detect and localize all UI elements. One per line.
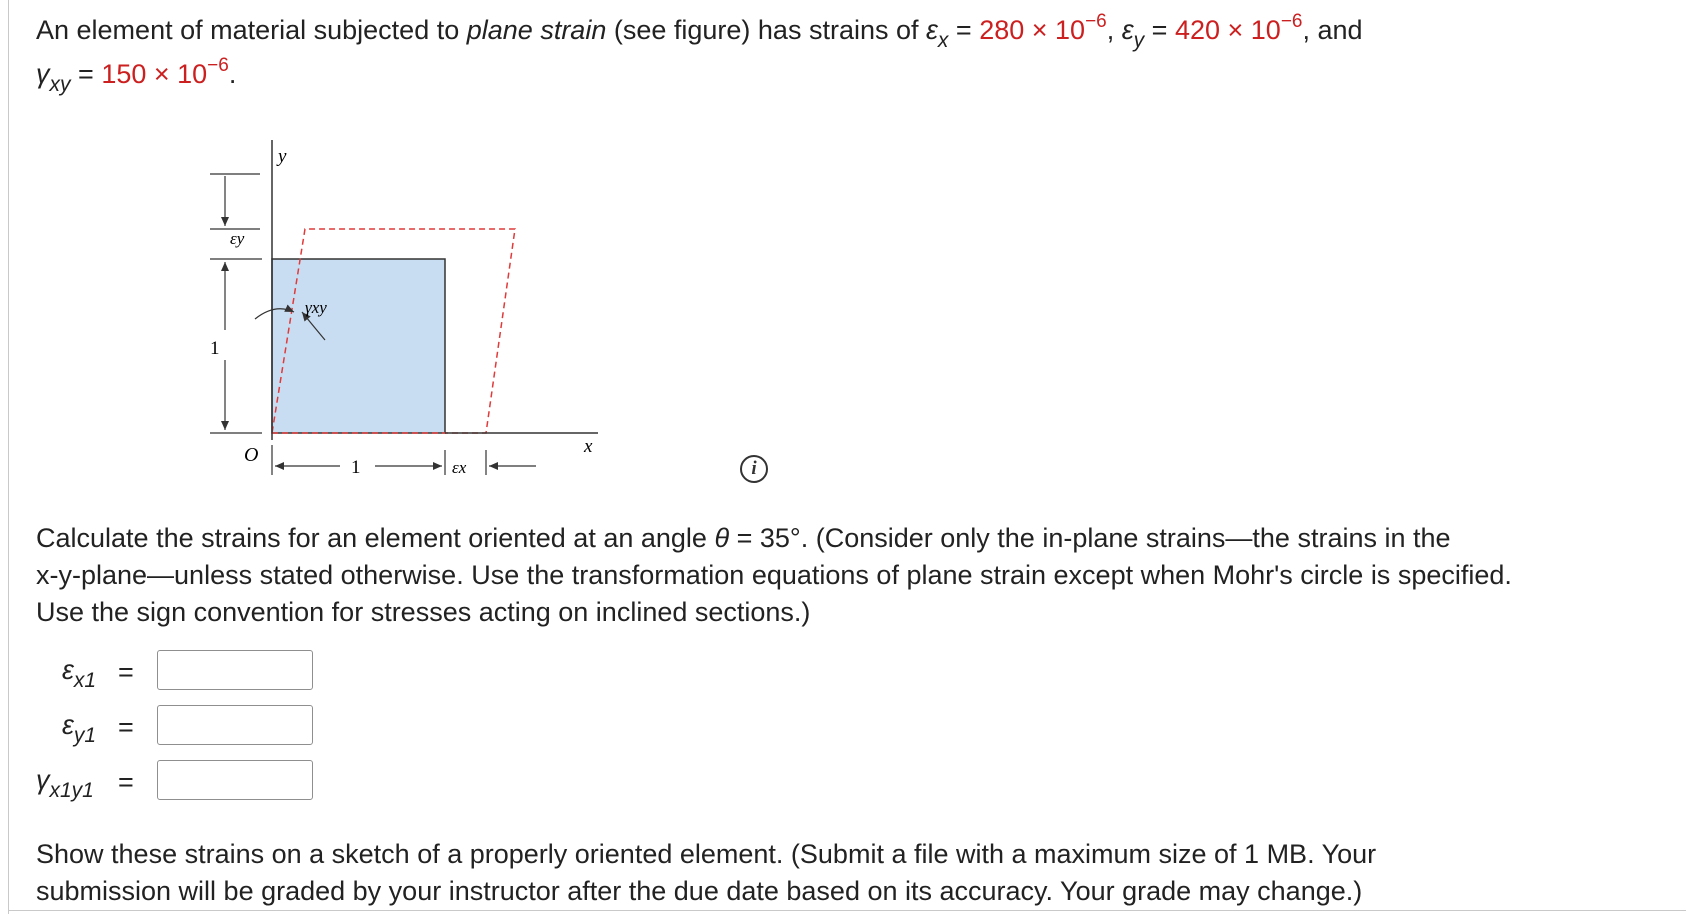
ex1-equals: = <box>118 657 134 687</box>
ey-equals: = <box>1151 15 1168 45</box>
gx1y1-label: $\gamma_{x1y1}$ <box>36 765 94 802</box>
ey-label: εy <box>230 229 245 248</box>
ey-value: $420 \times 10^{-6}$ <box>1174 11 1303 45</box>
instruction-line-1 <box>36 520 1451 556</box>
ey1-equals: = <box>118 712 134 742</box>
ex-comma: , <box>1106 15 1115 45</box>
ey1-input[interactable] <box>157 705 313 745</box>
plane-strain-text: plane strain <box>466 15 607 45</box>
instruction-text-a: Calculate the strains for an element oriented at an angle <box>36 523 707 553</box>
original-element <box>272 259 445 433</box>
ex-equals: = <box>955 15 972 45</box>
instruction-line-3: Use the sign convention for stresses acting on inclined sections.) <box>36 597 811 627</box>
x-axis-label: x <box>584 436 593 457</box>
height-label: 1 <box>210 338 220 359</box>
y-axis-label: y <box>278 146 287 167</box>
gxy-symbol: γ <box>36 59 50 89</box>
gxy-equals: = <box>78 59 94 89</box>
gxy-period: . <box>228 59 237 89</box>
see-figure-text: (see figure) has strains of <box>613 15 919 45</box>
ey-symbol: ε <box>1121 15 1134 45</box>
gx1y1-equals: = <box>118 767 134 797</box>
ex-value: $280 \times 10^{-6}$ <box>979 11 1107 45</box>
theta-symbol: θ <box>714 523 730 553</box>
ex1-label: $\varepsilon_{x1}$ <box>62 655 97 692</box>
ex-label: εx <box>452 458 467 477</box>
ey-subscript: y <box>1133 29 1145 52</box>
upload-line-1: Show these strains on a sketch of a properly oriented element. (Submit a file with a maximum size of 1 MB. Your <box>36 839 1377 869</box>
gamma-label: γxy <box>305 298 327 317</box>
intro-text: An element of material subjected to <box>36 15 460 45</box>
info-icon[interactable]: i <box>740 455 768 483</box>
width-label: 1 <box>351 457 361 478</box>
and-text: , and <box>1302 15 1363 45</box>
plane-strain-figure <box>0 0 700 490</box>
gxy-value: $150 \times 10^{-6}$ <box>101 55 229 89</box>
ex-symbol: ε <box>926 15 938 45</box>
gx1y1-input[interactable] <box>157 760 313 800</box>
ey1-label: $\varepsilon_{y1}$ <box>62 710 97 747</box>
upload-line-2: submission will be graded by your instructor after the due date based on its accuracy. Your grade may change.) <box>36 876 1363 906</box>
origin-label: O <box>244 444 259 466</box>
page-bottom-border <box>8 910 1686 911</box>
instruction-line-2: x-y-plane—unless stated otherwise. Use the transformation equations of plane strain except when Mohr's circle is specified. <box>36 560 1512 590</box>
gxy-subscript: xy <box>49 73 71 96</box>
ex-subscript: x <box>937 29 949 52</box>
instruction-text-b: = 35°. (Consider only the in-plane strains—the strains in the <box>736 523 1451 553</box>
ex1-input[interactable] <box>157 650 313 690</box>
